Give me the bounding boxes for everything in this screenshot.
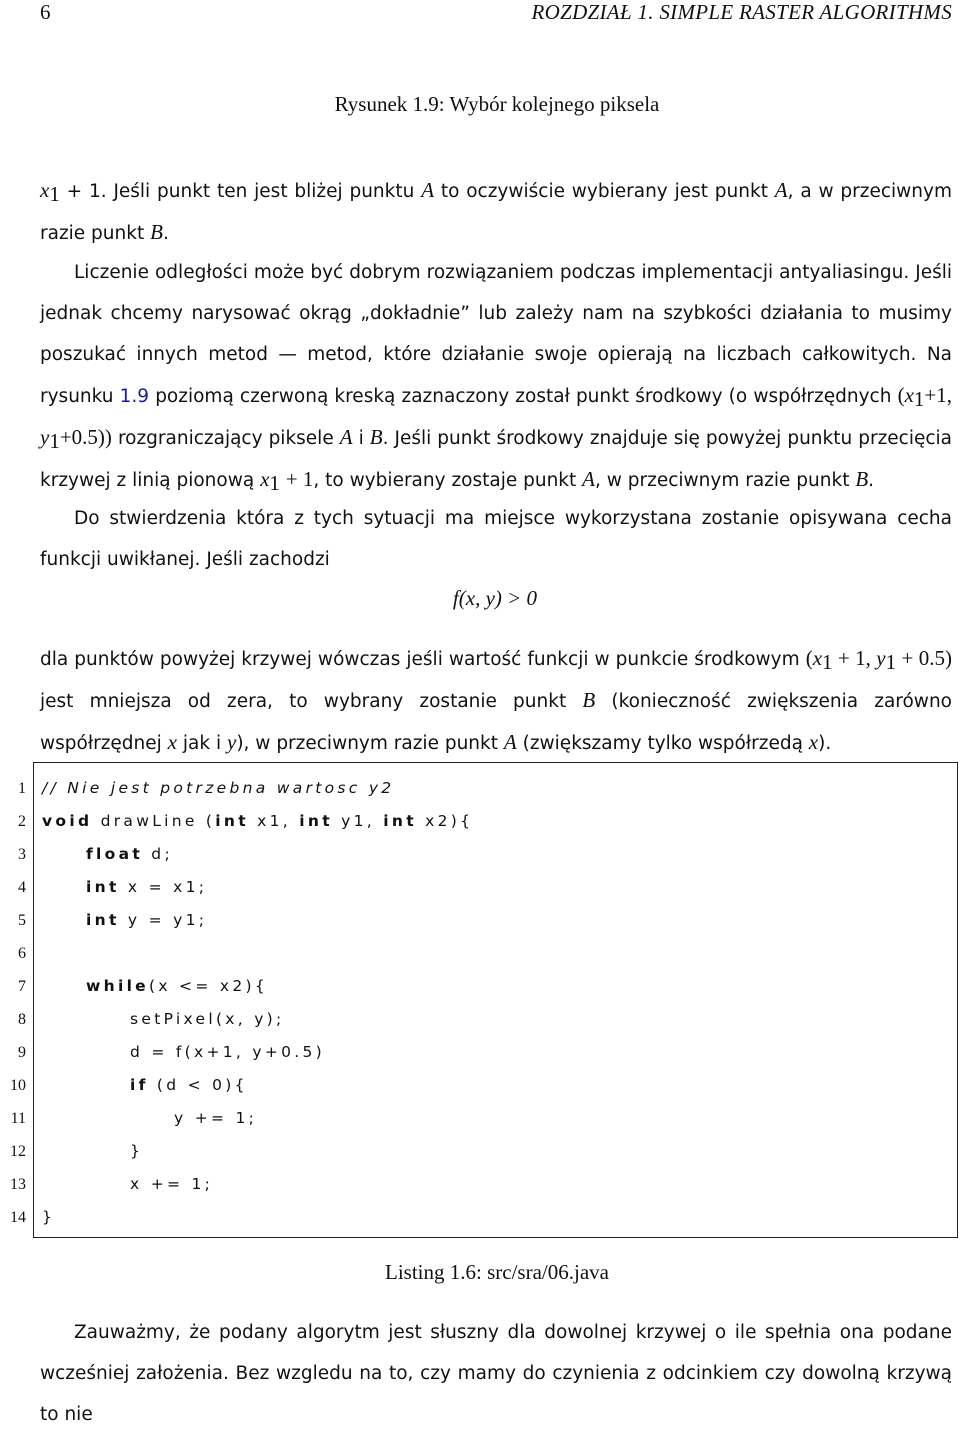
code-line: float d;	[86, 845, 173, 863]
text-segment: (zwiększamy tylko współrzedą	[522, 733, 803, 754]
line-number: 12	[10, 1143, 26, 1160]
math-y: y	[40, 425, 50, 449]
figure-caption: Rysunek 1.9: Wybór kolejnego piksela	[334, 92, 660, 116]
code-keyword: int	[299, 812, 333, 830]
math-A: A	[503, 730, 517, 754]
math-A: A	[774, 178, 788, 202]
text-segment: , to wybierany zostaje punkt	[313, 470, 577, 491]
math-x: x	[260, 467, 270, 491]
math-paren: (	[805, 646, 813, 670]
math-A: A	[339, 425, 353, 449]
text-segment: jak i	[182, 733, 222, 754]
math-subscript: 1	[822, 650, 833, 674]
code-keyword: void	[42, 812, 93, 830]
code-line: int y = y1;	[86, 911, 208, 929]
math-subscript: 1	[913, 387, 925, 411]
text-segment: i	[358, 428, 364, 449]
code-keyword: if	[130, 1076, 149, 1094]
text-segment: ), w przeciwnym razie punkt	[236, 733, 498, 754]
math-B: B	[150, 220, 163, 244]
figure-reference-link[interactable]: 1.9	[119, 386, 150, 407]
math-x: x	[904, 383, 914, 407]
text-segment: to oczywiście wybierany jest punkt	[440, 181, 768, 202]
text-segment: , a w przeciwnym razie punkt	[40, 181, 952, 244]
code-keyword: int	[86, 911, 120, 929]
line-number: 9	[18, 1044, 26, 1061]
line-number: 10	[10, 1077, 26, 1094]
paragraph-5: Zauważmy, że podany algorytm jest słuszny dla dowolnej krzywej o ile spełnia ona podane wcześniej założenia. Bez wzgledu na to, czy mamy do czynienia z odcinkiem czy dowolną krzywą to nie	[40, 1322, 952, 1425]
paragraph-1	[40, 170, 952, 254]
math-B: B	[369, 425, 383, 449]
code-line: setPixel(x, y);	[130, 1010, 285, 1028]
line-number: 4	[18, 879, 26, 896]
math-B: B	[582, 688, 596, 712]
math-B: B	[855, 467, 869, 491]
line-number: 3	[18, 846, 26, 863]
text-segment: , w przeciwnym razie punkt	[595, 470, 850, 491]
text-segment: .	[162, 223, 169, 244]
code-line	[42, 937, 473, 970]
equation	[0, 586, 960, 611]
code-line: y += 1;	[174, 1109, 258, 1127]
paragraph-2	[40, 252, 952, 501]
paragraph-3: Do stwierdzenia która z tych sytuacji ma miejsce wykorzystana zostanie opisywana cecha funkcji uwikłanej. Jeśli zachodzi	[40, 508, 952, 570]
code-keyword: float	[86, 845, 144, 863]
code-line: d = f(x+1, y+0.5)	[130, 1043, 326, 1061]
equation-text: f(x, y) > 0	[452, 586, 538, 610]
line-number: 7	[18, 978, 26, 995]
text-segment: (konieczność zwiększenia zarówno współrzędnej	[40, 691, 952, 754]
paragraph-4	[40, 638, 952, 764]
code-line: }	[130, 1142, 144, 1160]
line-number: 6	[18, 945, 26, 962]
text-segment: jest mniejsza od zera, to wybrany zostanie punkt	[40, 691, 567, 712]
math-A: A	[421, 178, 435, 202]
math-y: y	[876, 646, 886, 670]
math-paren: (	[897, 383, 905, 407]
math-op: +0.5))	[59, 425, 112, 449]
code-line: void drawLine (int x1, int y1, int x2){	[42, 812, 474, 830]
math-y: y	[227, 730, 237, 754]
math-A: A	[582, 467, 595, 491]
code-listing	[42, 772, 473, 1234]
math-subscript: 1	[885, 650, 897, 674]
math-x: x	[167, 730, 177, 754]
code-line: }	[42, 1208, 56, 1226]
listing-caption: Listing 1.6: src/sra/06.java	[385, 1260, 609, 1284]
line-number: 11	[10, 1110, 26, 1127]
text-segment: Liczenie odległości może być dobrym rozwiązaniem podczas implementacji antyaliasingu. Jeśli jednak chcemy narysować okrąg „dokładnie” lub zależy nam na szybkości działania to musimy poszukać innych metod — metod, które działanie swoje opierają na liczbach całkowitych. Na rysunku	[40, 262, 952, 407]
line-number: 5	[18, 912, 26, 929]
text-segment: poziomą czerwoną kreską zaznaczony został punkt środkowy (o współrzędnych	[155, 386, 892, 407]
math-x: x	[40, 178, 50, 202]
text-segment: . Jeśli punkt środkowy znajduje się powyżej punktu przecięcia krzywej z linią pionową	[40, 428, 953, 491]
code-keyword: int	[383, 812, 417, 830]
line-number: 8	[18, 1011, 26, 1028]
line-number: 13	[10, 1176, 26, 1193]
page-number: 6	[40, 0, 51, 24]
math-x: x	[808, 730, 819, 754]
math-op: +1,	[924, 383, 952, 407]
code-line-numbers	[0, 772, 26, 1234]
text-segment: ).	[818, 733, 832, 754]
text-segment: dla punktów powyżej krzywej wówczas jeśli wartość funkcji w punkcie środkowym	[40, 649, 800, 670]
math-subscript: 1	[269, 471, 280, 495]
code-line: while(x <= x2){	[86, 977, 268, 995]
line-number: 1	[18, 780, 26, 797]
math-op: + 1,	[832, 646, 877, 670]
math-x: x	[812, 646, 823, 670]
line-number: 2	[18, 813, 26, 830]
code-line: x += 1;	[130, 1175, 214, 1193]
code-keyword: int	[86, 878, 120, 896]
code-keyword: int	[215, 812, 249, 830]
code-keyword: while	[86, 977, 149, 995]
math-subscript: 1	[49, 182, 60, 206]
text-segment: .	[868, 470, 875, 491]
code-line: if (d < 0){	[130, 1076, 248, 1094]
page-header	[0, 0, 960, 28]
code-line: int x = x1;	[86, 878, 208, 896]
math-op: + 0.5)	[896, 646, 953, 670]
code-line: // Nie jest potrzebna wartosc y2	[42, 779, 395, 797]
text-segment: + 1. Jeśli punkt ten jest bliżej punktu	[66, 181, 415, 202]
chapter-title: ROZDZIAŁ 1. SIMPLE RASTER ALGORITHMS	[531, 0, 952, 24]
math-subscript: 1	[49, 429, 60, 453]
line-number: 14	[10, 1209, 26, 1226]
text-segment: rozgraniczający piksele	[117, 428, 334, 449]
math-op: + 1	[285, 467, 314, 491]
